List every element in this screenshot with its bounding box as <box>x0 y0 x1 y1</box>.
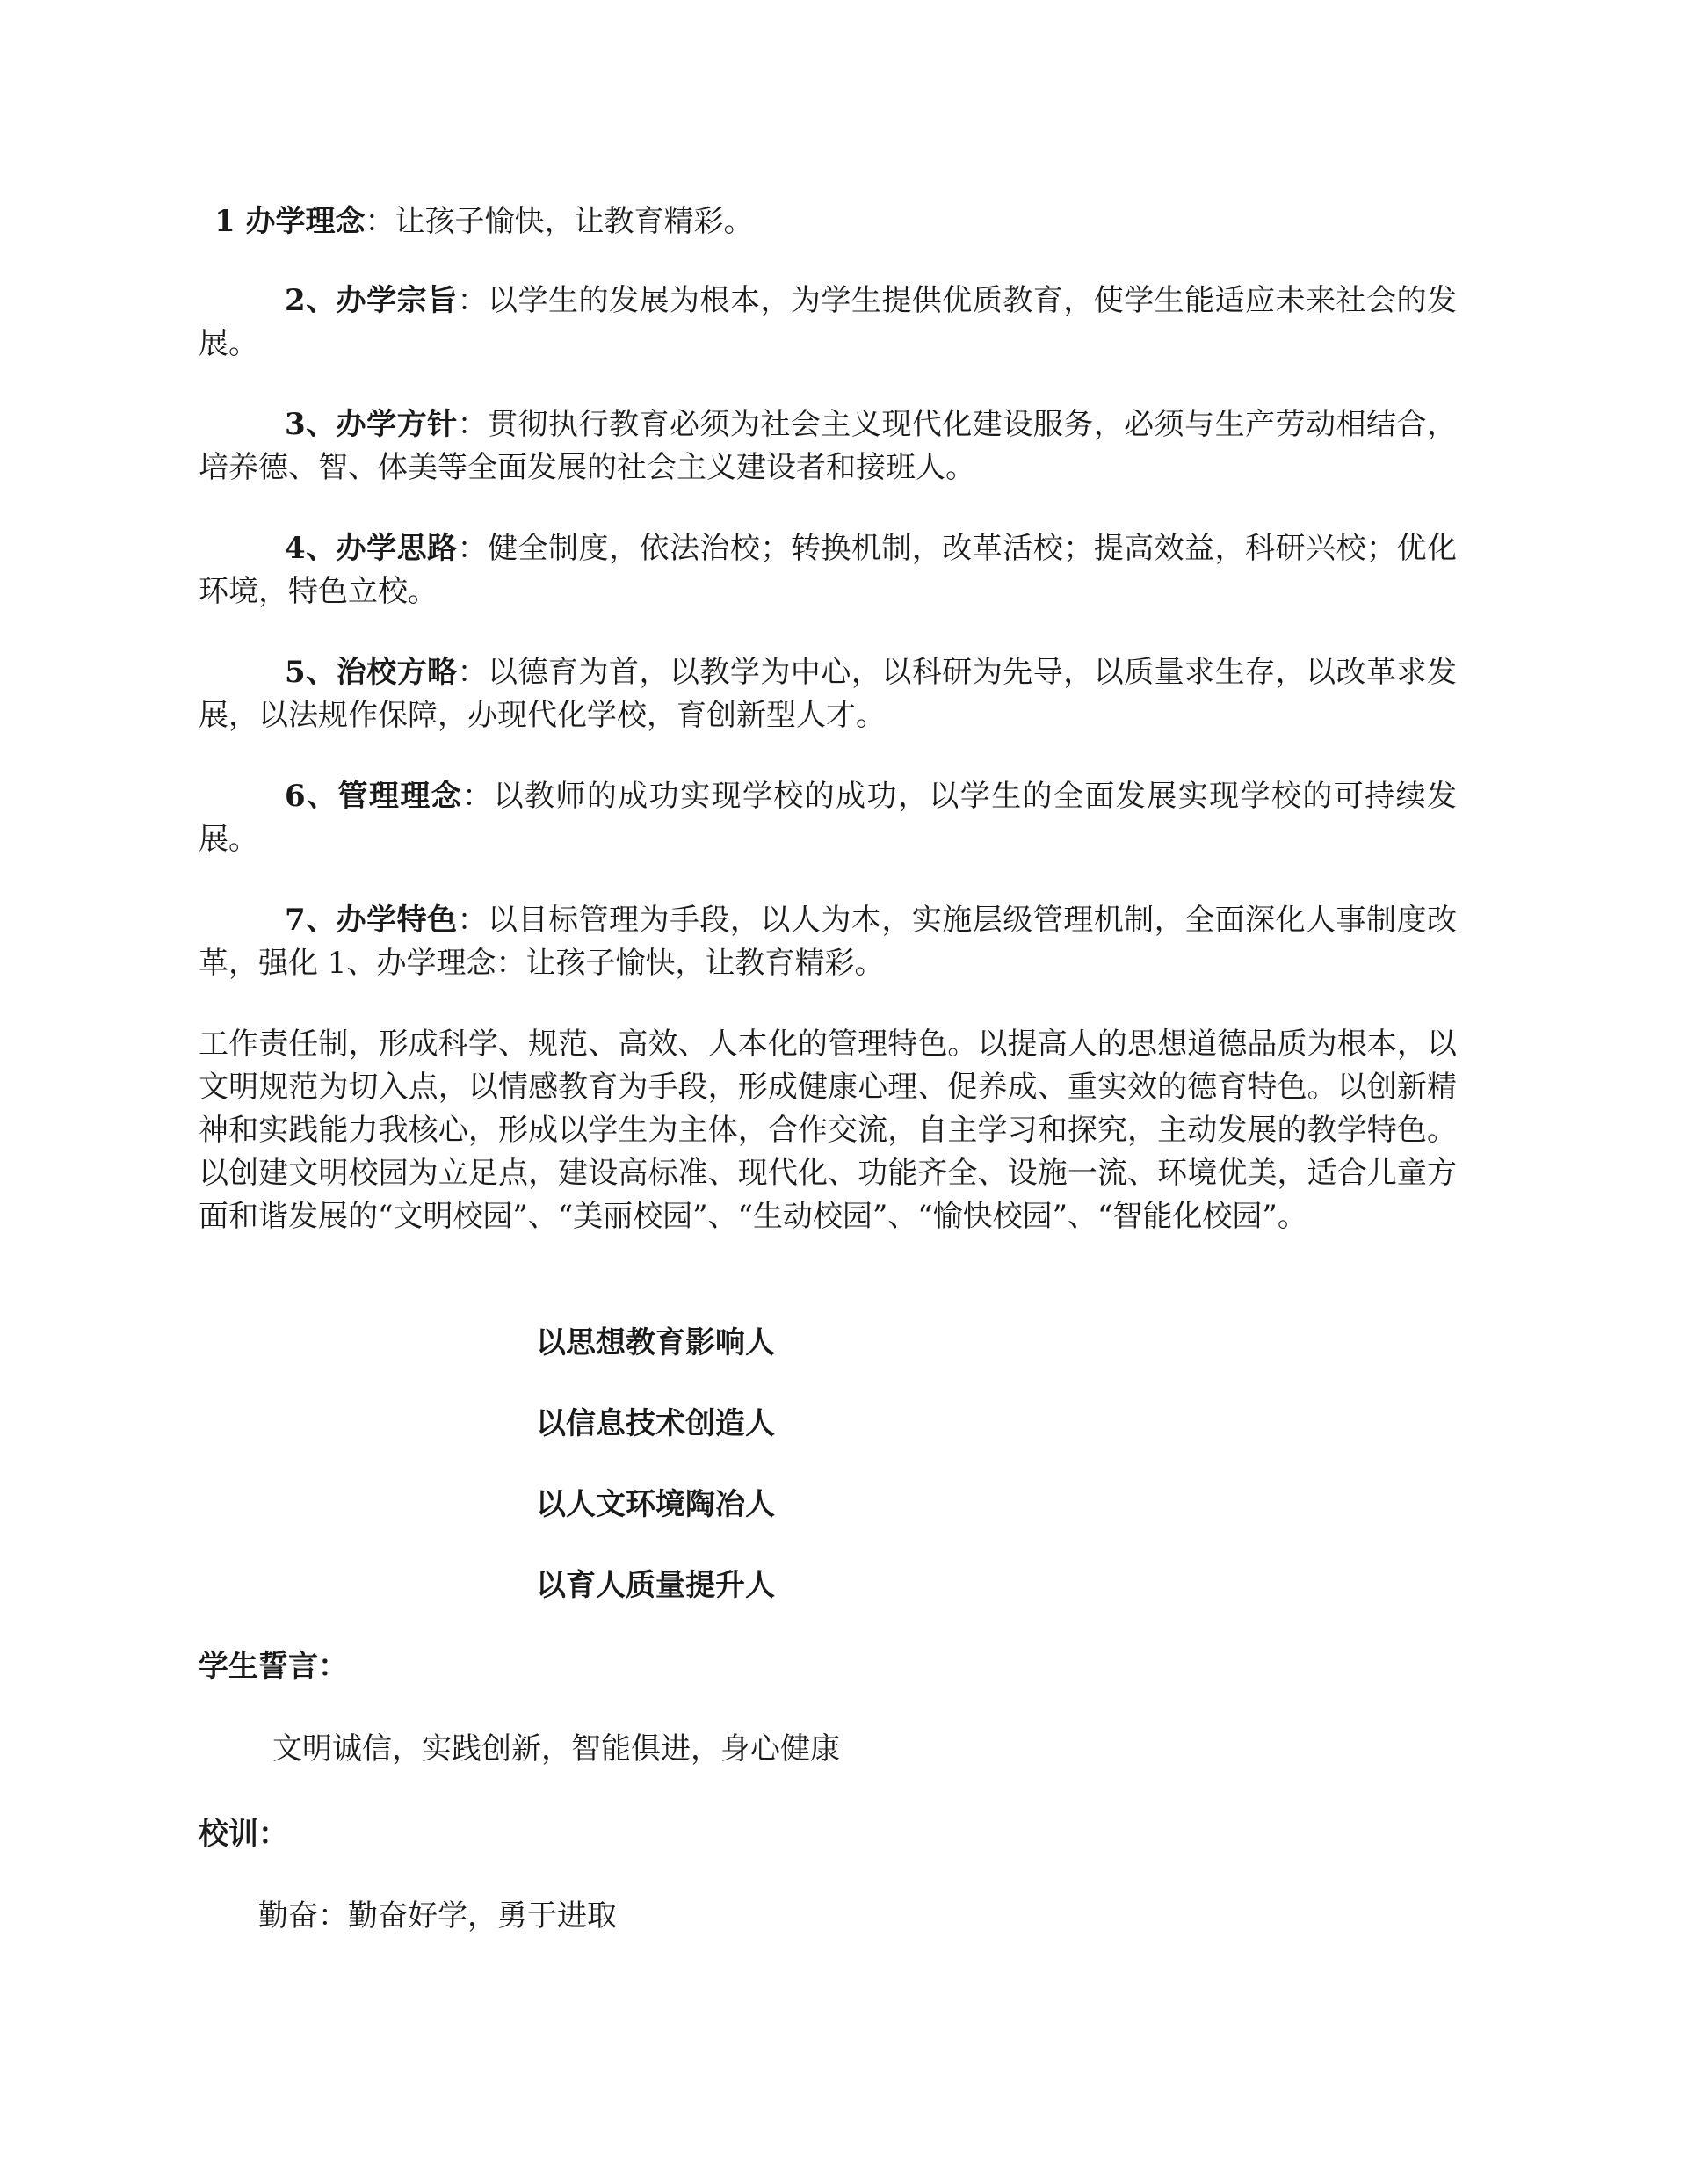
item-1-sep: ： <box>365 204 395 239</box>
item-4-sep: ： <box>457 531 489 566</box>
item-3-label: 3、办学方针 <box>285 407 458 442</box>
item-6-text: 以教师的成功实现学校的成功，以学生的全面发展实现学校的可持续发展。 <box>199 779 1458 857</box>
item-1 <box>214 200 1473 243</box>
student-oath-text: 文明诚信，实践创新，智能俱进，身心健康 <box>272 1731 840 1767</box>
item-5-label: 5、治校方略 <box>285 655 458 690</box>
item-6 <box>199 775 1457 861</box>
item-4-text: 健全制度，依法治校；转换机制，改革活校；提高效益，科研兴校；优化环境，特色立校。 <box>199 531 1457 609</box>
motto-4: 以育人质量提升人 <box>536 1568 775 1603</box>
item-2 <box>199 279 1457 366</box>
feature-paragraph: 工作责任制，形成科学、规范、高效、人本化的管理特色。以提高人的思想道德品质为根本，以文明规范为切入点，以情感教育为手段，形成健康心理、促养成、重实效的德育特色。以创新精神和实践能力我核心，形成以学生为主体，合作交流，自主学习和探究，主动发展的教学特色。以创建文明校园为立足点，建设高标准、现代化、功能齐全、设施一流、环境优美，适合儿童方面和谐发展的“文明校园”、“美丽校园”、“生动校园”、“愉快校园”、“智能化校园”。 <box>199 1027 1457 1234</box>
motto-1: 以思想教育影响人 <box>536 1325 775 1360</box>
student-oath-heading: 学生誓言： <box>199 1649 348 1684</box>
motto-2: 以信息技术创造人 <box>536 1406 775 1441</box>
item-4 <box>199 527 1457 613</box>
item-7-sep: ： <box>457 903 489 938</box>
item-5-text: 以德育为首，以教学为中心，以科研为先导，以质量求生存，以改革求发展，以法规作保障，办现代化学校，育创新型人才。 <box>199 655 1457 733</box>
item-2-label: 2、办学宗旨 <box>285 283 458 318</box>
item-2-text: 以学生的发展为根本，为学生提供优质教育，使学生能适应未来社会的发展。 <box>199 283 1457 361</box>
item-6-sep: ： <box>462 779 494 814</box>
school-motto-heading: 校训： <box>199 1817 288 1852</box>
item-6-label: 6、管理理念 <box>285 779 463 814</box>
item-1-label: 1 办学理念 <box>214 204 366 239</box>
item-5 <box>199 651 1457 737</box>
item-3 <box>199 403 1457 490</box>
school-motto-text: 勤奋：勤奋好学，勇于进取 <box>258 1898 617 1934</box>
item-7-label: 7、办学特色 <box>285 903 458 938</box>
item-3-text: 贯彻执行教育必须为社会主义现代化建设服务，必须与生产劳动相结合，培养德、智、体美等全面发展的社会主义建设者和接班人。 <box>199 407 1457 485</box>
motto-3: 以人文环境陶冶人 <box>536 1487 775 1522</box>
item-1-text: 让孩子愉快，让教育精彩。 <box>395 204 754 239</box>
item-3-sep: ： <box>457 407 489 442</box>
item-2-sep: ： <box>457 283 489 318</box>
item-7-text: 以目标管理为手段，以人为本，实施层级管理机制，全面深化人事制度改革，强化 1、办学理念：让孩子愉快，让教育精彩。 <box>199 903 1457 981</box>
item-7 <box>199 899 1457 985</box>
item-5-sep: ： <box>457 655 489 690</box>
item-4-label: 4、办学思路 <box>285 531 458 566</box>
